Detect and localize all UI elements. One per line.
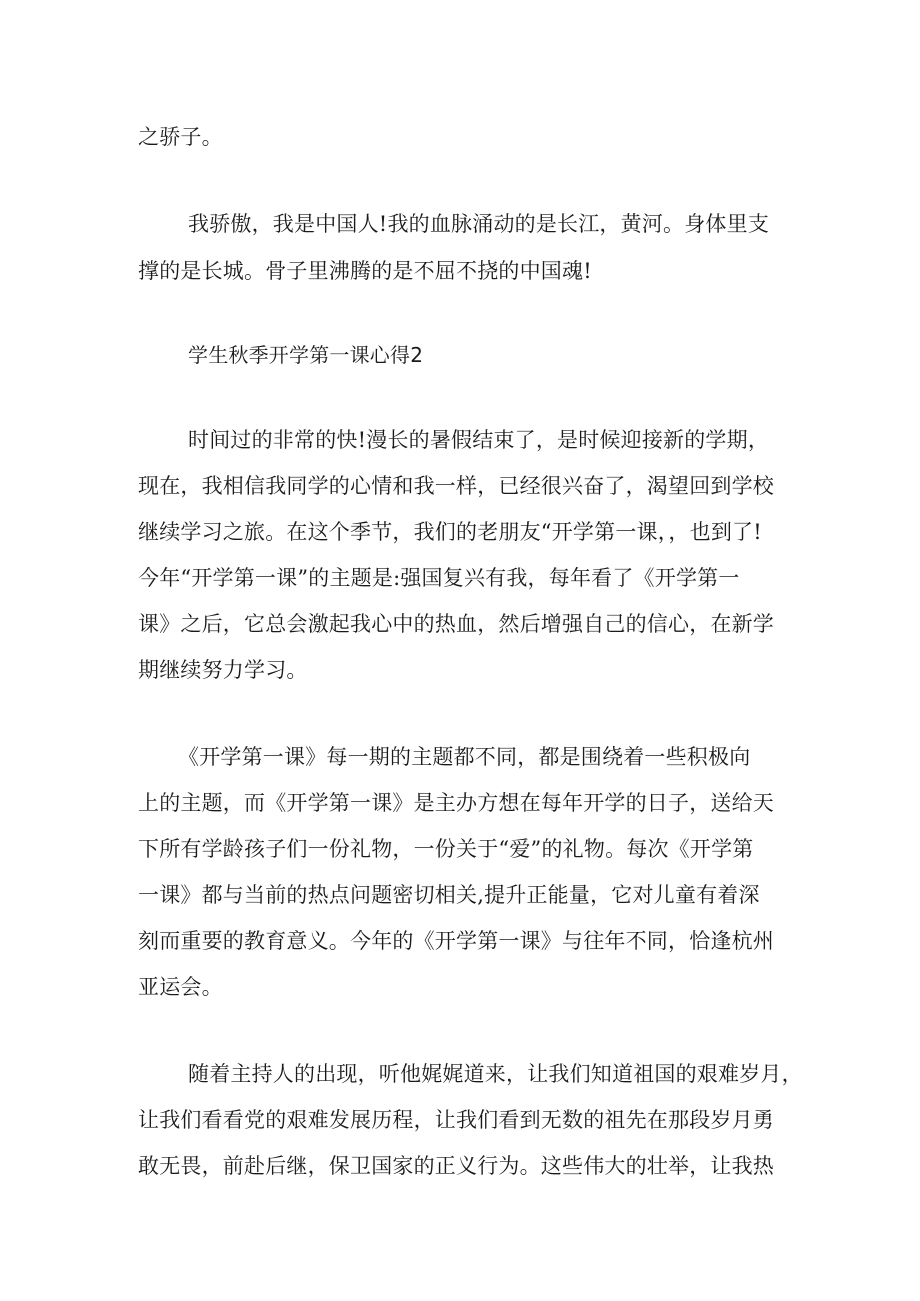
paragraph-line: 我骄傲，我是中国人!我的血脉涌动的是长江，黄河。身体里支: [188, 212, 770, 236]
paragraph-line: 《开学第一课》每一期的主题都不同，都是围绕着一些积极向: [178, 745, 751, 769]
paragraph-line: 一课》都与当前的热点问题密切相关,提升正能量，它对儿童有着深: [138, 883, 760, 907]
paragraph-line: 撑的是长城。骨子里沸腾的是不屈不挠的中国魂!: [138, 259, 592, 283]
paragraph-line: 课》之后，它总会激起我心中的热血，然后增强自己的信心，在新学: [138, 612, 774, 636]
paragraph-line: 期继续努力学习。: [138, 658, 308, 682]
section-heading: 学生秋季开学第一课心得2: [188, 343, 424, 367]
paragraph-line: 之骄子。: [138, 125, 223, 149]
paragraph-line: 现在，我相信我同学的心情和我一样，已经很兴奋了，渴望回到学校: [138, 474, 774, 498]
paragraph-line: 今年“开学第一课”的主题是:强国复兴有我，每年看了《开学第一: [138, 566, 740, 590]
paragraph-line: 亚运会。: [138, 975, 223, 999]
paragraph-line: 上的主题，而《开学第一课》是主办方想在每年开学的日子，送给天: [138, 791, 774, 815]
paragraph-line: 随着主持人的出现，听他娓娓道来，让我们知道祖国的艰难岁月，: [188, 1062, 803, 1086]
paragraph-line: 下所有学龄孩子们一份礼物，一份关于“爱”的礼物。每次《开学第: [138, 837, 754, 861]
paragraph-line: 刻而重要的教育意义。今年的《开学第一课》与往年不同，恰逢杭州: [138, 929, 774, 953]
paragraph-line: 让我们看看党的艰难发展历程，让我们看到无数的祖先在那段岁月勇: [138, 1108, 774, 1132]
paragraph-line: 时间过的非常的快!漫长的暑假结束了，是时候迎接新的学期，: [188, 428, 770, 452]
paragraph-line: 继续学习之旅。在这个季节，我们的老朋友“开学第一课，，也到了!: [138, 520, 762, 544]
paragraph-line: 敢无畏，前赴后继，保卫国家的正义行为。这些伟大的壮举，让我热: [138, 1154, 774, 1178]
